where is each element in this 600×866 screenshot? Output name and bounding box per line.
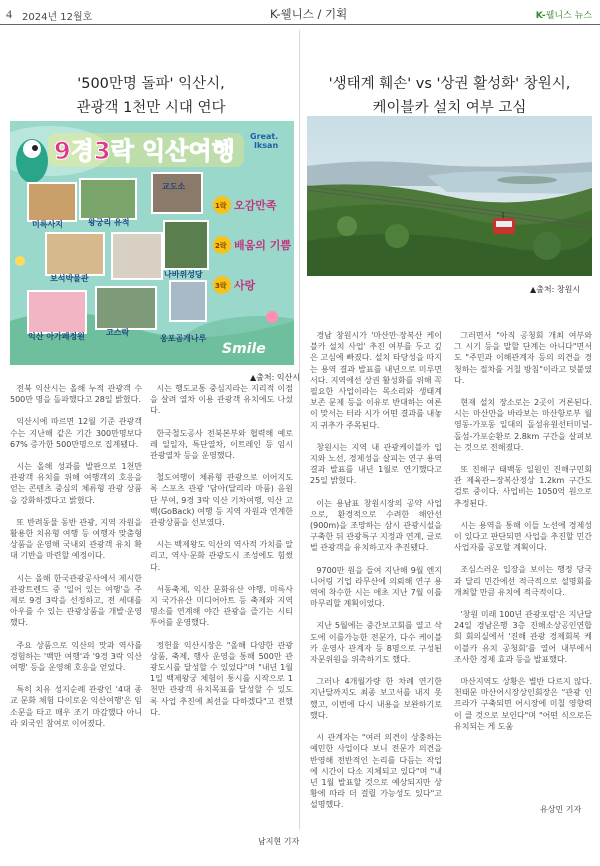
cable-car-photo (307, 116, 592, 276)
paragraph: 시는 백제왕도 익산의 역사적 가치를 알리고, 역사·문화 관광도시 조성에도 힘썼다. (150, 540, 293, 572)
paragraph: 익산시에 따르면 12월 기준 관광객 수는 지난해 같은 기간 300만명보다 67% 증가한 500만명으로 집계됐다. (10, 417, 142, 449)
left-title-line-2: 관광객 1천만 시대 연다 (76, 100, 226, 116)
rak-1-label: 오감만족 (234, 199, 277, 212)
right-title-line-1: '생태계 훼손' vs '상권 활성화' 창원시, (328, 76, 571, 92)
paragraph: 정헌율 익산시장은 "올해 다양한 관광상품, 축제, 행사 운영을 통해 500만 관광도시를 달성할 수 있었다"며 "내년 1월 1일 백제왕궁 체험이 통시를 시작으로 1천만 관광객 유치목표를 달성할 수 있도록 사업 추진에 최선을 다하겠다"고 전했다. (150, 640, 293, 717)
logo-mark: K- (535, 11, 546, 21)
rak-3-label: 사랑 (234, 279, 256, 292)
paragraph: 현재 설치 장소로는 2곳이 거론된다. 시는 마산만을 바라보는 마산항로부 월영동-가포동 일대의 돌섬유원선터미널-돌섬-가포순환로 2.8km 구간을 살펴보는 것으로 전해졌다. (454, 398, 592, 452)
publication-logo (536, 8, 592, 21)
right-article-col-2 (454, 330, 592, 743)
cable-car-illustration (307, 116, 592, 276)
spot-label-8: 웅포곰개나루 (160, 334, 207, 343)
paragraph: 시는 용역을 통해 이들 노선에 경제성이 있다고 판단되면 사업을 추진할 민간사업자를 공모할 계획이다. (454, 520, 592, 553)
section-label: K-웰니스 / 기획 (270, 7, 348, 21)
right-article-author: 유상민 기자 (540, 805, 582, 814)
paragraph: 창원시는 지역 내 관광케이블카 입지와 노선, 경제성을 살피는 연구 용역 결과 발표를 내년 1월로 연기했다고 25일 밝혔다. (310, 442, 442, 486)
poster-headline: 9경3락 익산여행 (54, 137, 235, 165)
spot-label-2: 왕궁리 유적 (88, 218, 130, 227)
spot-label-6: 익산 아가페정원 (28, 332, 85, 341)
paragraph: 서동축제, 익산 문화유산 야행, 미륵사지 국가유산 미디어아트 등 축제와 지역 명소를 연계해 야간 관광을 즐기는 시티투어를 운영했다. (150, 584, 293, 628)
spot-label-7: 고스락 (106, 328, 130, 337)
paragraph: 조심스러운 입장을 보이는 행정 당국과 달리 민간에선 적극적으로 설명회를 개최할 만큼 유치에 적극적이다. (454, 565, 592, 597)
paragraph: '창원 미래 100년 관광포럼'은 지난달 24일 경남은행 3층 진해소상공인연합회 회의실에서 '진해 관광 경제회복 케이블카 유치 공청회'를 열어 내부에서 조사한 경제 효과 등을 발표했다. (454, 610, 592, 664)
right-photo-caption: ▲출처: 창원시 (530, 285, 581, 294)
poster-brand-bottom: Iksan (254, 141, 279, 150)
right-title-line-2: 케이블카 설치 여부 고심 (372, 100, 527, 116)
poster-smile: Smile (222, 341, 266, 357)
left-article-title (10, 72, 292, 120)
issue-date: 2024년 12월호 (22, 12, 93, 23)
paragraph: 철도여행이 체류형 관광으로 이어지도록 스포츠 관광 '담아(달리라 마품) 음원단 부여, 9경 3락 익산 기차여행, 익산 고백(GoBack) 여행 등 지역 자원과 연계한 관광상품을 선보였다. (150, 473, 293, 528)
rak-2-num: 2락 (215, 242, 227, 250)
paragraph: 또 진해구 태백동 일원인 진해구민회관 제육관~장복산정상 1.2km 구간도 검토 중이다. 사업비는 1050억 원으로 추정된다. (454, 465, 592, 508)
paragraph: 마산지역도 상황은 별반 다르지 않다. 천태문 마산어시장상인회장은 "관광 인프라가 구축되면 어시장에 미칠 영향력이 클 것으로 보인다"며 "어떤 식으로든 유치되는 게 도움 (454, 677, 592, 731)
paragraph: 전북 익산시는 올해 누적 관광객 수 500만 명을 돌파했다고 28일 밝혔다. (10, 384, 142, 405)
paragraph: 지난 5월에는 중간보고회를 열고 삭도에 이를가능한 전문가, 다수 케이블카 운영사 관계자 등 8명으로 구성된 자문위원을 위촉하기도 했다. (310, 621, 442, 665)
left-article-author: 남지현 기자 (258, 837, 300, 846)
spot-label-4: 교도소 (162, 182, 186, 191)
logo-text: 웰니스 뉴스 (545, 11, 592, 21)
paragraph: 9700만 원을 들여 지난해 9월 엔지니어링 기업 라무산에 의뢰해 연구 용역에 착수한 시는 애초 지난 7월 이를 마무리할 계획이었다. (310, 565, 442, 609)
paragraph: 특히 치유 성지순례 관광인 '4대 종교 문화 체험 다이로운 익산여행'은 임소문을 타고 매우 조기 마감했다 아니라 외국인 참여로 이어졌다. (10, 685, 142, 728)
paragraph: 또 반려동물 동반 관광, 지역 자원을 활용한 치유형 여행 등 여행자 맞춤형 상품을 운영해 국내외 관광객 유치 확대 기반을 마련할 예정이다. (10, 517, 142, 561)
spot-label-1: 미륵사지 (32, 220, 63, 229)
poster-brand-top: Great. (250, 132, 279, 141)
paragraph: 그러나 4개월가량 한 차례 연기한 지난달까지도 최종 보고서를 내지 못했고, 이번에 다시 내용을 보완하기로 했다. (310, 677, 442, 720)
header-rule (0, 24, 600, 25)
spot-label-5: 나바위성당 (164, 270, 203, 279)
right-article-col-1 (310, 330, 442, 822)
left-article-col-1 (10, 383, 142, 740)
paragraph: 그러면서 "아직 공청회 개최 여부와 그 시기 등을 말할 단계는 아니다"면서도 "주민과 이해관계자 등의 의견을 경청하는 절차를 거칠 방침"이라고 덧붙였다. (454, 331, 592, 385)
paragraph: 한국철도공사 전북본부와 협력해 예로레 일일자, 특단열차, 이트레인 등 임시 관광열차 등을 운영했다. (150, 428, 293, 461)
page-number: 4 (6, 7, 12, 21)
rak-2-label: 배움의 기쁨 (234, 239, 291, 252)
poster-illustration (10, 121, 294, 365)
paragraph: 시 관계자는 "여러 의견이 상충하는 예민한 사업이다 보니 전문가 의견을 반영해 전반적인 논리를 다듬는 작업에 시간이 다소 지체되고 있다"며 "내년 1월 발표할 것으로 예상되지만 상황에 따라 더 걸릴 가능성도 있다"고 설명했다. (310, 733, 442, 810)
left-article-col-2 (150, 383, 293, 729)
paragraph: 주요 상품으로 익산의 맛과 역사를 경험하는 '백만 여행'과 '9경 3락 익산여행' 등을 운영해 호응을 얻었다. (10, 640, 142, 673)
iksan-tour-poster (10, 121, 294, 365)
rak-1-num: 1락 (215, 202, 227, 210)
page-header (0, 0, 600, 26)
left-photo-caption: ▲출처: 익산시 (250, 373, 301, 382)
column-divider (299, 30, 300, 830)
right-article-title (307, 72, 592, 120)
rak-3-num: 3락 (215, 282, 227, 290)
paragraph: 경남 창원시가 '마산만·장복산 케이블카 설치 사업' 추진 여부를 두고 깊은 고심에 빠졌다. 설치 타당성을 따지는 용역 결과 발표를 내년으로 미루면서다. 지역에선 상권 활성화를 위해 꼭 필요한 사업이라는 목소리와 생태계 보존 문제 등을 이유로 반대하는 여론이 맞서는 터라 시가 어떤 결과를 내놓지 귀추가 주목된다. (310, 331, 442, 430)
paragraph: 시는 올해 성과를 발판으로 1천만 관광객 유치를 위해 여행객의 호응을 얻는 콘텐츠 중심의 체류형 관광 상품을 강화하겠다고 밝혔다. (10, 462, 142, 505)
paragraph: 이는 용남표 창원시장의 공약 사업으로, 환경적으로 수려한 해안선(900m)을 조망하는 삼시 관광시설을 구축한 뒤 관광특구 지정과 연계, 글로벌 관광객을 유치하고자 추진됐다. (310, 498, 442, 553)
left-title-line-1: '500만명 돌파' 익산시, (77, 76, 225, 92)
spot-label-3: 보석박물관 (50, 274, 89, 283)
paragraph: 시는 올해 한국관광공사에서 제시한 관광트렌드 중 '일어 있는 여행'을 주제로 9경 3락을 선정하고, 전 세대를 아우를 수 있는 관광상품을 개발·운영했다. (10, 573, 142, 628)
paragraph: 시는 행도교통 중심지라는 지리적 이점을 살려 열차 이용 관광객 유치에도 나섰다. (150, 384, 293, 416)
